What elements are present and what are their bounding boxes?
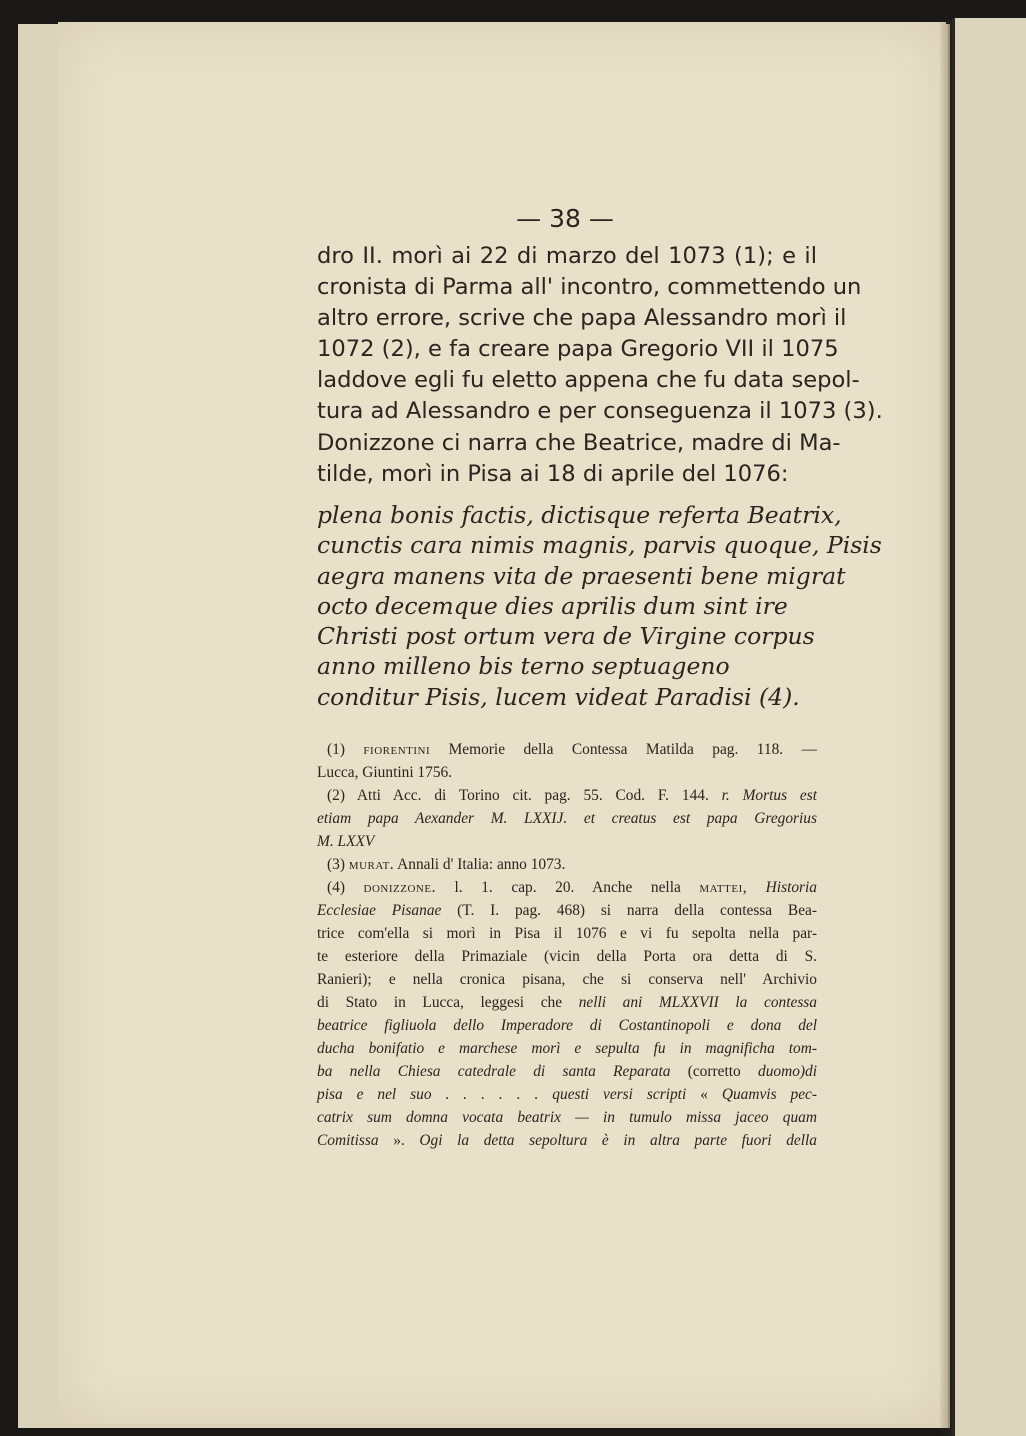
note-text: Memorie della Contessa Matilda pag. 118. — bbox=[430, 741, 817, 758]
footnote-4-cont bbox=[317, 1037, 817, 1060]
footnote-4-cont bbox=[317, 1060, 817, 1083]
note-author: mattei, bbox=[699, 879, 748, 896]
verse-line: cunctis cara nimis magnis, parvis quoque, Pisis bbox=[317, 531, 882, 560]
footnotes bbox=[317, 738, 817, 1152]
verse-line: aegra manens vita de praesenti bene migrat bbox=[317, 561, 846, 590]
note-text: (T. I. pag. 468) si narra della contessa Bea- bbox=[441, 902, 817, 919]
body-line: tura ad Alessandro e per conseguenza il 1073 (3). bbox=[317, 398, 883, 425]
footnote-4-cont bbox=[317, 1129, 817, 1152]
footnote-4-cont: te esteriore della Primaziale (vicin della Porta ora detta di S. bbox=[317, 948, 817, 965]
footnote-1-cont: Lucca, Giuntini 1756. bbox=[317, 764, 453, 781]
note-italic: beatrice figliuola dello Imperadore di Costantinopoli e dona del bbox=[317, 1017, 817, 1034]
note-italic: Historia bbox=[747, 879, 817, 896]
facing-page bbox=[952, 18, 1026, 1436]
footnote-4-cont bbox=[317, 991, 817, 1014]
footnote-4-cont bbox=[317, 1014, 817, 1037]
note-italic: Quamvis pec- bbox=[721, 1086, 817, 1103]
note-text: (4) bbox=[327, 879, 364, 896]
note-italic: Comitissa bbox=[317, 1132, 379, 1149]
note-author: murat. bbox=[348, 856, 395, 873]
body-line: 1072 (2), e fa creare papa Gregorio VII il 1075 bbox=[317, 336, 839, 363]
note-italic: nelli ani MLXXVII la contessa bbox=[578, 994, 817, 1011]
verse-line: octo decemque dies aprilis dum sint ire bbox=[317, 591, 788, 620]
note-text: Annali d' Italia: anno 1073. bbox=[394, 856, 566, 873]
note-italic: M. LXXV bbox=[317, 833, 375, 850]
note-text: l. 1. cap. 20. Anche nella bbox=[435, 879, 700, 896]
note-italic: pisa e nel suo . . . . . . questi versi scripti bbox=[317, 1086, 687, 1103]
footnote-4-cont bbox=[317, 899, 817, 922]
footnote-4 bbox=[317, 876, 817, 899]
note-italic: duomo)di bbox=[758, 1063, 817, 1080]
note-author: fiorentini bbox=[363, 741, 431, 758]
body-line: laddove egli fu eletto appena che fu data sepol- bbox=[317, 367, 860, 394]
body-line: cronista di Parma all' incontro, commettendo un bbox=[317, 274, 862, 301]
body-line: Donizzone ci narra che Beatrice, madre di Ma- bbox=[317, 429, 841, 456]
footnote-4-cont: trice com'ella si morì in Pisa il 1076 e vi fu sepolta nella par- bbox=[317, 925, 817, 942]
body-paragraph bbox=[317, 241, 883, 490]
footnote-4-cont: Ranieri); e nella cronica pisana, che si conserva nell' Archivio bbox=[317, 971, 817, 988]
body-line: altro errore, scrive che papa Alessandro morì il bbox=[317, 305, 847, 332]
verse-line: anno milleno bis terno septuageno bbox=[317, 652, 730, 681]
body-line: tilde, morì in Pisa ai 18 di aprile del 1076: bbox=[317, 460, 789, 487]
footnote-4-cont bbox=[317, 1106, 817, 1129]
book-page bbox=[58, 22, 946, 1424]
note-author: donizzone. bbox=[363, 879, 436, 896]
verse-line: Christi post ortum vera de Virgine corpus bbox=[317, 622, 815, 651]
note-text: ». bbox=[378, 1132, 420, 1149]
footnote-1 bbox=[317, 738, 817, 761]
footnote-2-cont bbox=[317, 830, 817, 853]
note-italic: etiam papa Aexander M. LXXIJ. et creatus est papa Gregorius bbox=[317, 810, 817, 827]
note-text: (2) Atti Acc. di Torino cit. pag. 55. Cod. F. 144. bbox=[327, 787, 722, 804]
note-italic: ba nella Chiesa catedrale di santa Reparata bbox=[317, 1063, 671, 1080]
note-italic: r. Mortus est bbox=[721, 787, 817, 804]
footnote-2-cont bbox=[317, 807, 817, 830]
note-italic: Ogi la detta sepoltura è in altra parte fuori della bbox=[419, 1132, 817, 1149]
page-number: — 38 — bbox=[516, 204, 614, 233]
note-italic: ducha bonifatio e marchese morì e sepulta fu in magnificha tom- bbox=[317, 1040, 817, 1057]
body-line: dro II. morì ai 22 di marzo del 1073 (1); e il bbox=[317, 243, 817, 269]
note-text: (1) bbox=[327, 741, 364, 758]
verse-line: plena bonis factis, dictisque referta Beatrix, bbox=[317, 501, 842, 529]
note-text: di Stato in Lucca, leggesi che bbox=[317, 994, 579, 1011]
footnote-4-cont bbox=[317, 1083, 817, 1106]
footnote-3 bbox=[317, 853, 817, 876]
note-italic: catrix sum domna vocata beatrix — in tumulo missa jaceo quam bbox=[317, 1109, 817, 1126]
note-text: (3) bbox=[327, 856, 349, 873]
verse-line: conditur Pisis, lucem videat Paradisi (4). bbox=[317, 682, 800, 711]
footnote-2 bbox=[317, 784, 817, 807]
latin-verse bbox=[317, 500, 882, 712]
note-italic: Ecclesiae Pisanae bbox=[317, 902, 442, 919]
note-text: (corretto bbox=[670, 1063, 758, 1080]
note-text: « bbox=[686, 1086, 722, 1103]
